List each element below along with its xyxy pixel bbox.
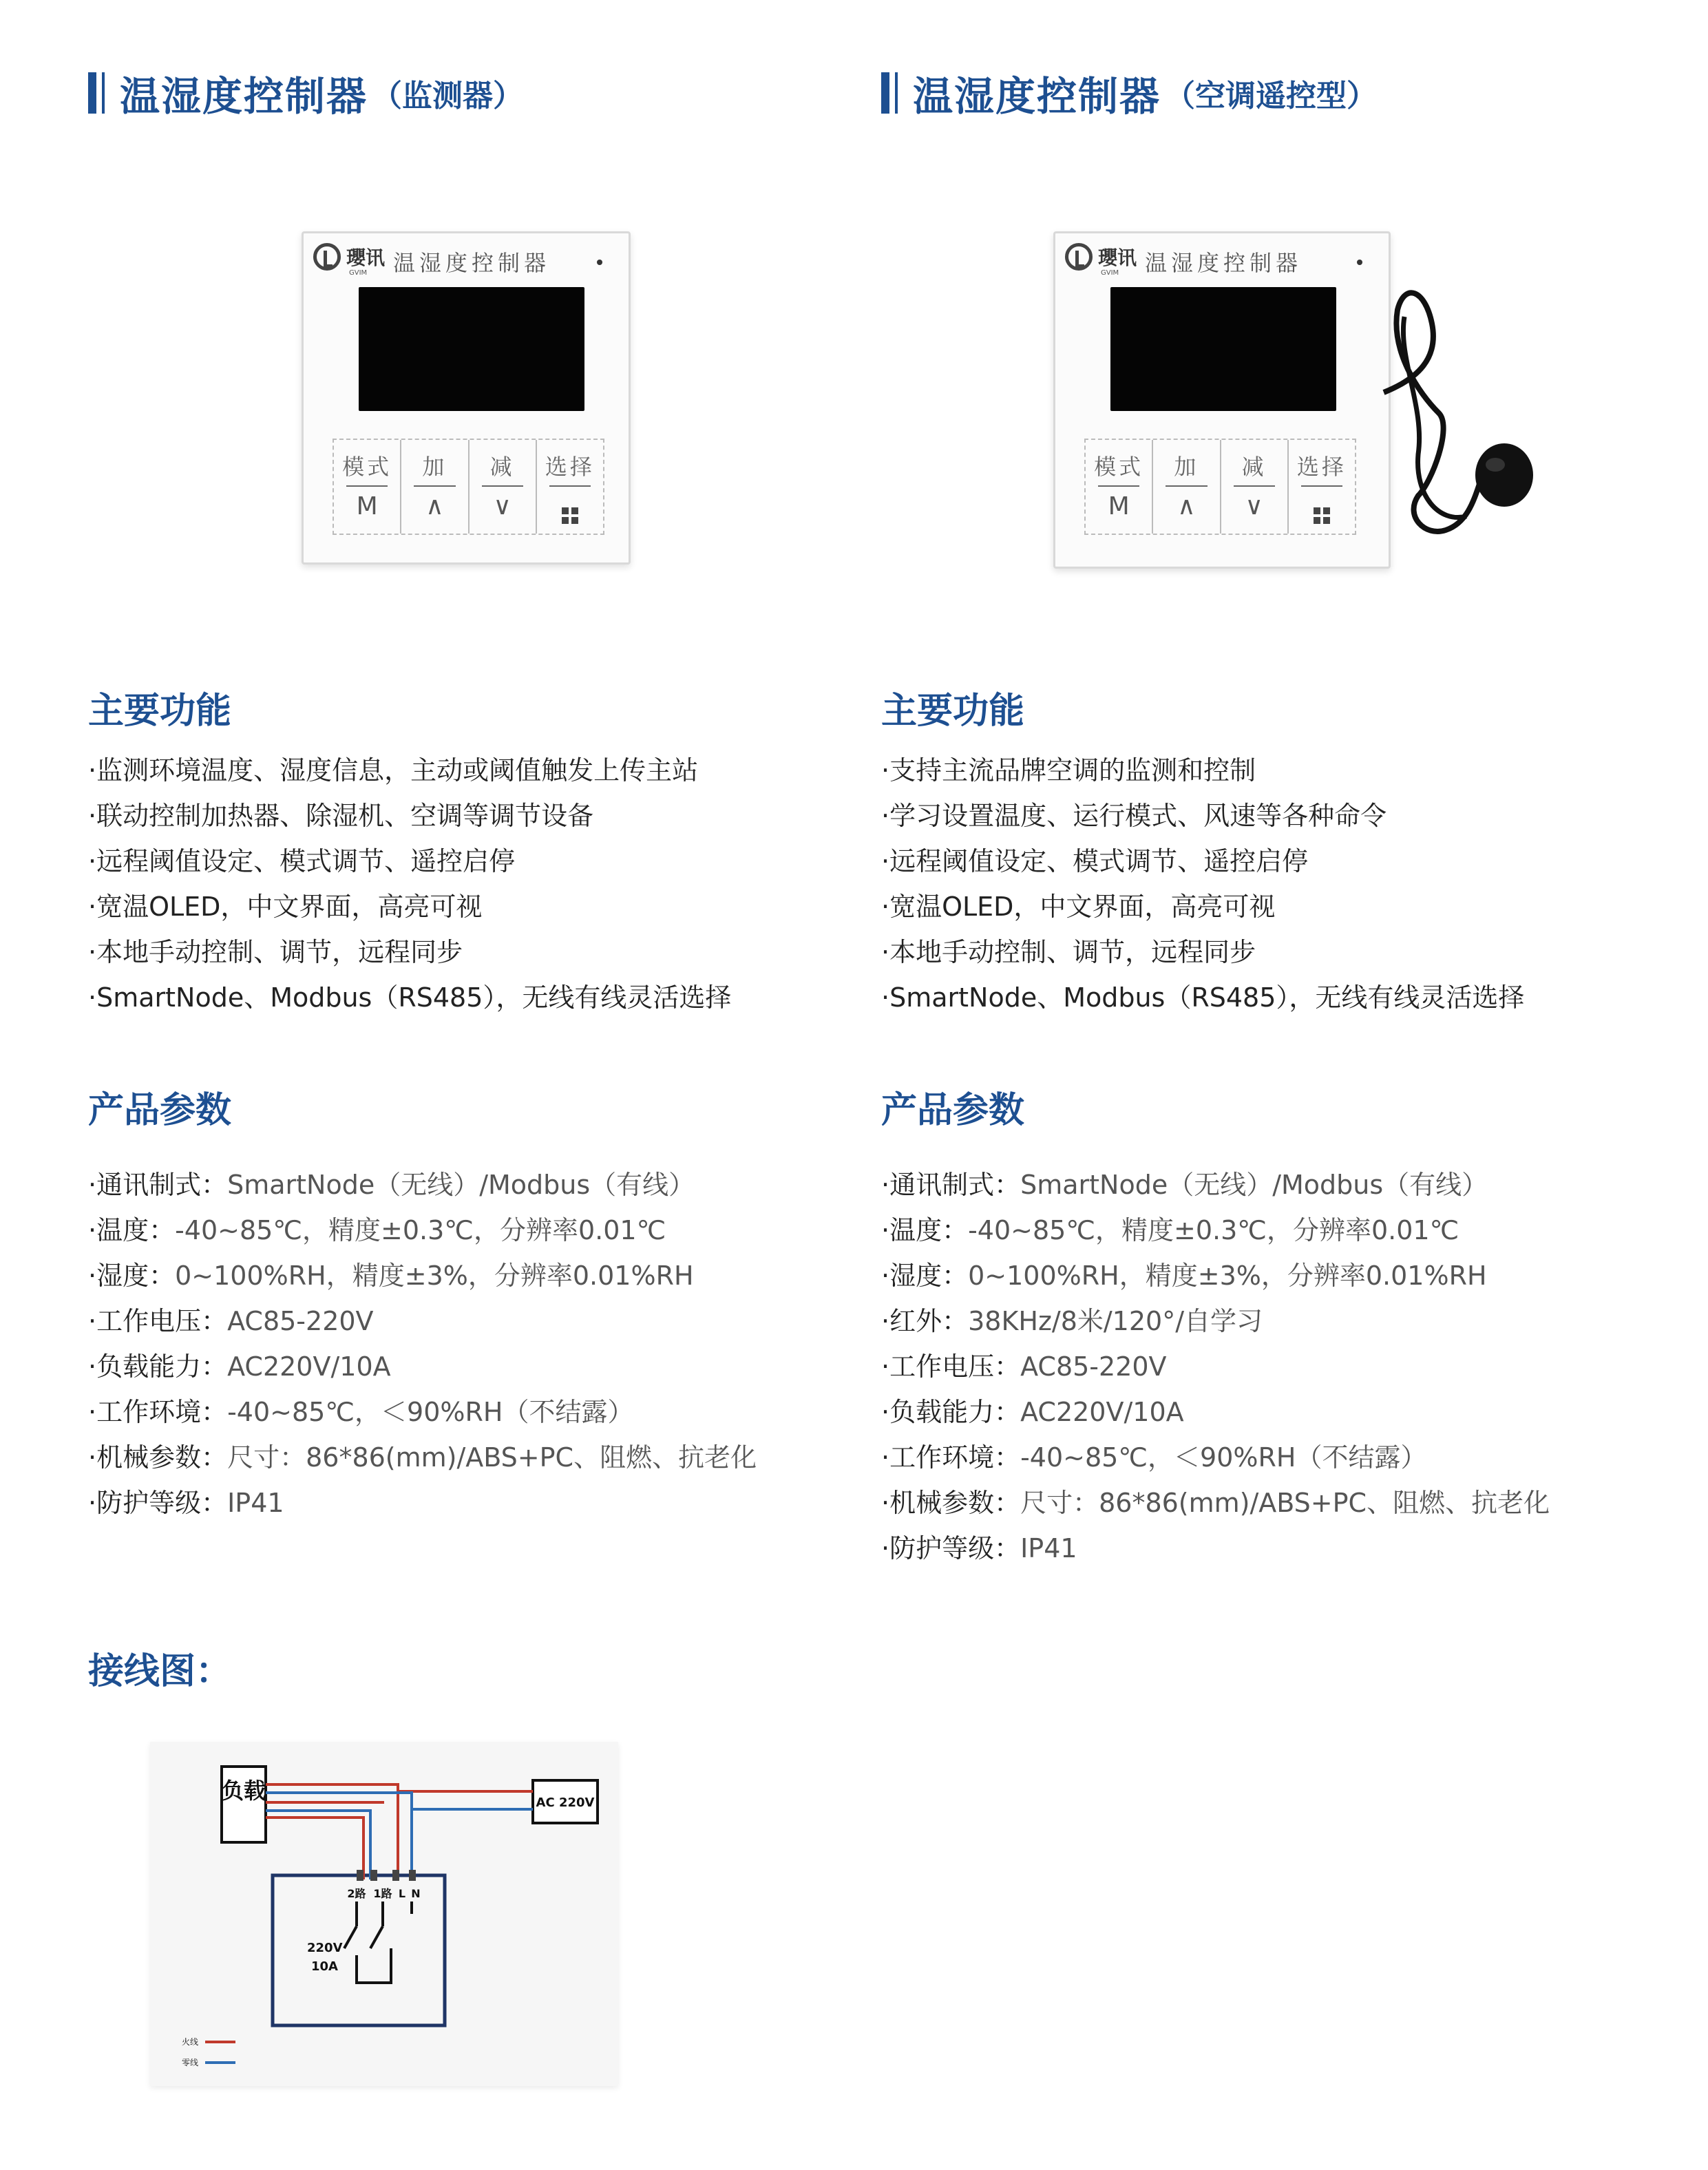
list-item: ·学习设置温度、运行模式、风速等各种命令 [881, 801, 1387, 831]
left-features-list [88, 748, 880, 1020]
key-plus: 加 ∧ [1153, 440, 1221, 534]
device-keypad [333, 439, 604, 535]
right-params-heading: 产品参数 [881, 1090, 1025, 1131]
key-mode: 模式 M [334, 440, 401, 534]
wiring-title: 接线图： [88, 1651, 232, 1692]
key-mode: 模式 M [1086, 440, 1153, 534]
list-item: ·红外：38KHz/8米/120°/自学习 [881, 1306, 1263, 1336]
left-title-sub: （监测器） [372, 78, 524, 114]
list-item: ·湿度：0~100%RH，精度±3%，分辨率0.01%RH [88, 1261, 694, 1291]
list-item: ·防护等级：IP41 [88, 1488, 284, 1518]
brand-logo-icon: 瓔讯 GVIM [1065, 243, 1137, 271]
list-item: ·温度：-40~85℃，精度±0.3℃，分辨率0.01℃ [88, 1215, 666, 1245]
terminal-label: 1路 [373, 1887, 392, 1900]
terminal-label: N [411, 1887, 421, 1900]
list-item: ·湿度：0~100%RH，精度±3%，分辨率0.01%RH [881, 1261, 1487, 1291]
indicator-dot [1357, 260, 1362, 265]
list-item: ·工作电压：AC85-220V [88, 1306, 374, 1336]
list-item: ·监测环境温度、湿度信息，主动或阈值触发上传主站 [88, 755, 699, 786]
title-bar-icon [88, 72, 105, 114]
list-item: ·工作环境：-40~85℃，＜90%RH（不结露） [881, 1442, 1427, 1473]
relay-switches [344, 1902, 412, 1983]
list-item: ·机械参数：尺寸：86*86(mm)/ABS+PC、阻燃、抗老化 [88, 1442, 757, 1473]
key-minus: 减 ∨ [470, 440, 537, 534]
grid-icon [537, 492, 603, 524]
list-item: ·通讯制式：SmartNode（无线）/Modbus（有线） [881, 1170, 1488, 1200]
ac-source-label: AC 220V [536, 1795, 595, 1810]
list-item: ·支持主流品牌空调的监测和控制 [881, 755, 1256, 786]
load-label: 负载 [221, 1778, 266, 1804]
list-item: ·本地手动控制、调节，远程同步 [881, 937, 1256, 967]
rating-current: 10A [311, 1959, 338, 1974]
list-item: ·宽温OLED，中文界面，高亮可视 [88, 892, 483, 922]
rating-voltage: 220V [307, 1941, 343, 1955]
right-features-list [881, 748, 1673, 1020]
list-item: ·负载能力：AC220V/10A [88, 1351, 391, 1382]
left-device-image [302, 231, 631, 565]
list-item: ·远程阈值设定、模式调节、遥控启停 [88, 846, 516, 876]
left-title [88, 69, 524, 120]
right-title-main: 温湿度控制器 [913, 73, 1161, 120]
device-screen [359, 287, 584, 411]
right-device-image [1053, 231, 1391, 569]
list-item: ·宽温OLED，中文界面，高亮可视 [881, 892, 1276, 922]
device-keypad [1084, 439, 1356, 535]
left-params-heading: 产品参数 [88, 1090, 232, 1131]
left-title-main: 温湿度控制器 [120, 73, 368, 120]
indicator-dot [597, 260, 602, 265]
list-item: ·防护等级：IP41 [881, 1533, 1077, 1563]
key-select: 选择 [1289, 440, 1355, 534]
list-item: ·温度：-40~85℃，精度±0.3℃，分辨率0.01℃ [881, 1215, 1459, 1245]
list-item: ·机械参数：尺寸：86*86(mm)/ABS+PC、阻燃、抗老化 [881, 1488, 1550, 1518]
list-item: ·工作环境：-40~85℃，＜90%RH（不结露） [88, 1397, 634, 1427]
brand-logo-icon: 瓔讯 GVIM [313, 243, 385, 271]
list-item: ·通讯制式：SmartNode（无线）/Modbus（有线） [88, 1170, 695, 1200]
left-params-list [88, 1162, 880, 1526]
list-item: ·SmartNode、Modbus（RS485），无线有线灵活选择 [88, 982, 732, 1013]
live-wires [266, 1784, 533, 1879]
right-column [881, 0, 1673, 2170]
list-item: ·联动控制加热器、除湿机、空调等调节设备 [88, 801, 594, 831]
list-item: ·负载能力：AC220V/10A [881, 1397, 1184, 1427]
list-item: ·远程阈值设定、模式调节、遥控启停 [881, 846, 1309, 876]
left-features-heading: 主要功能 [88, 691, 232, 732]
terminal-label: L [398, 1887, 406, 1900]
title-bar-icon [881, 72, 898, 114]
terminal-label: 2路 [347, 1887, 366, 1900]
key-select: 选择 [537, 440, 603, 534]
grid-icon [1289, 492, 1355, 524]
list-item: ·本地手动控制、调节，远程同步 [88, 937, 463, 967]
wiring-diagram [150, 1742, 618, 2086]
device-screen [1110, 287, 1336, 411]
list-item: ·SmartNode、Modbus（RS485），无线有线灵活选择 [881, 982, 1525, 1013]
list-item: ·工作电压：AC85-220V [881, 1351, 1167, 1382]
device-name: 温湿度控制器 [1145, 250, 1303, 276]
right-features-heading: 主要功能 [881, 691, 1025, 732]
device-name: 温湿度控制器 [393, 250, 551, 276]
right-title [881, 69, 1378, 120]
key-minus: 减 ∨ [1221, 440, 1289, 534]
right-params-list [881, 1162, 1673, 1571]
legend-live-label: 火线 [182, 2037, 199, 2047]
key-plus: 加 ∧ [401, 440, 469, 534]
right-title-sub: （空调遥控型） [1165, 78, 1378, 114]
wiring-svg [150, 1742, 618, 2086]
ir-cable-icon [1377, 275, 1556, 571]
legend-neutral-label: 零线 [182, 2058, 199, 2067]
